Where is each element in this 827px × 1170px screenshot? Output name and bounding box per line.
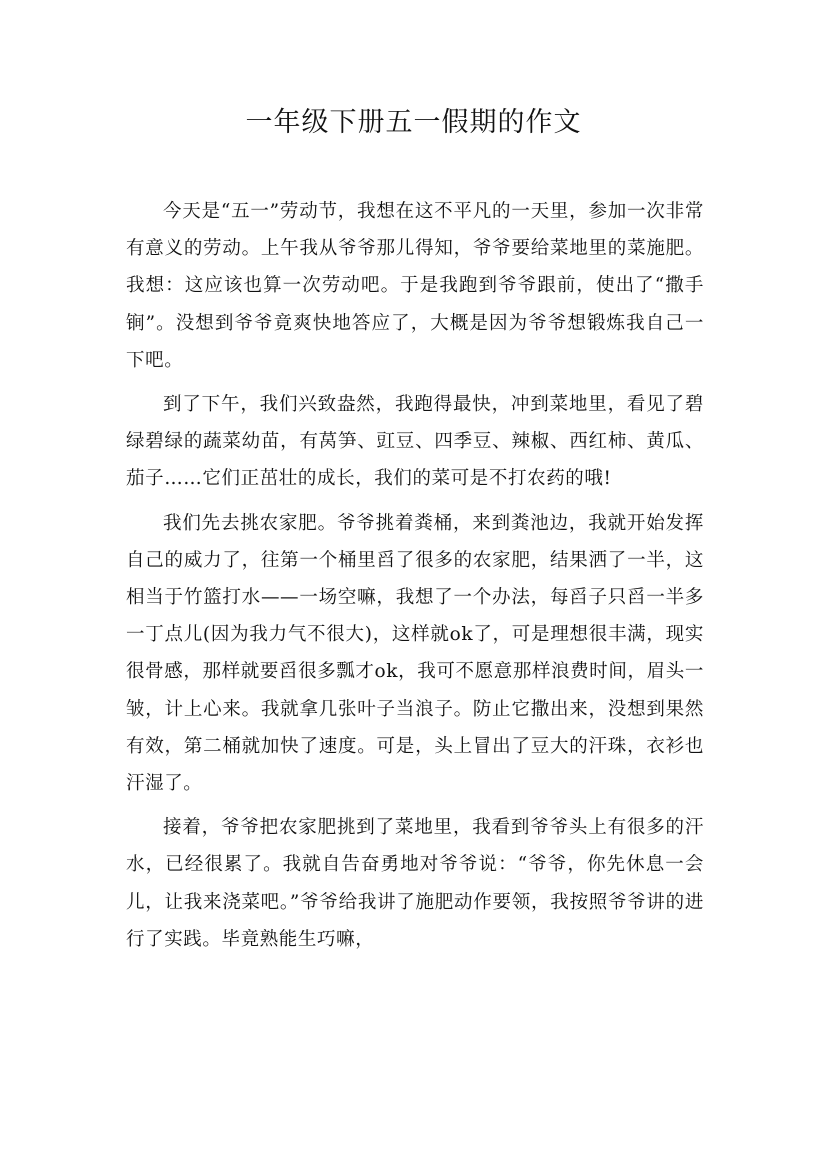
document-title: 一年级下册五一假期的作文 xyxy=(245,107,582,138)
document-body xyxy=(126,193,704,965)
paragraph-1: 今天是“五一”劳动节，我想在这不平凡的一天里，参加一次非常有意义的劳动。上午我从爷爷那儿得知，爷爷要给菜地里的菜施肥。我想：这应该也算一次劳动吧。于是我跑到爷爷跟前，使出了“撒手锏”。没想到爷爷竟爽快地答应了，大概是因为爷爷想锻炼我自己一下吧。 xyxy=(126,201,704,371)
paragraph-3: 我们先去挑农家肥。爷爷挑着粪桶，来到粪池边，我就开始发挥自己的威力了，往第一个桶里舀了很多的农家肥，结果洒了一半，这相当于竹篮打水——一场空嘛，我想了一个办法，每舀子只舀一半多一丁点儿(因为我力气不很大)，这样就ok了，可是理想很丰满，现实很骨感，那样就要舀很多瓢才ok，我可不愿意那样浪费时间，眉头一皱，计上心来。我就拿几张叶子当浪子。防止它撒出来，没想到果然有效，第二桶就加快了速度。可是，头上冒出了豆大的汗珠，衣衫也汗湿了。 xyxy=(126,512,704,795)
paragraph-2: 到了下午，我们兴致盎然，我跑得最快，冲到菜地里，看见了碧绿碧绿的蔬菜幼苗，有莴笋、豇豆、四季豆、辣椒、西红柿、黄瓜、茄子……它们正茁壮的成长，我们的菜可是不打农药的哦! xyxy=(126,394,704,490)
paragraph-4: 接着，爷爷把农家肥挑到了菜地里，我看到爷爷头上有很多的汗水，已经很累了。我就自告奋勇地对爷爷说：“爷爷，你先休息一会儿，让我来浇菜吧。”爷爷给我讲了施肥动作要领，我按照爷爷讲的进行了实践。毕竟熟能生巧嘛， xyxy=(126,817,704,950)
